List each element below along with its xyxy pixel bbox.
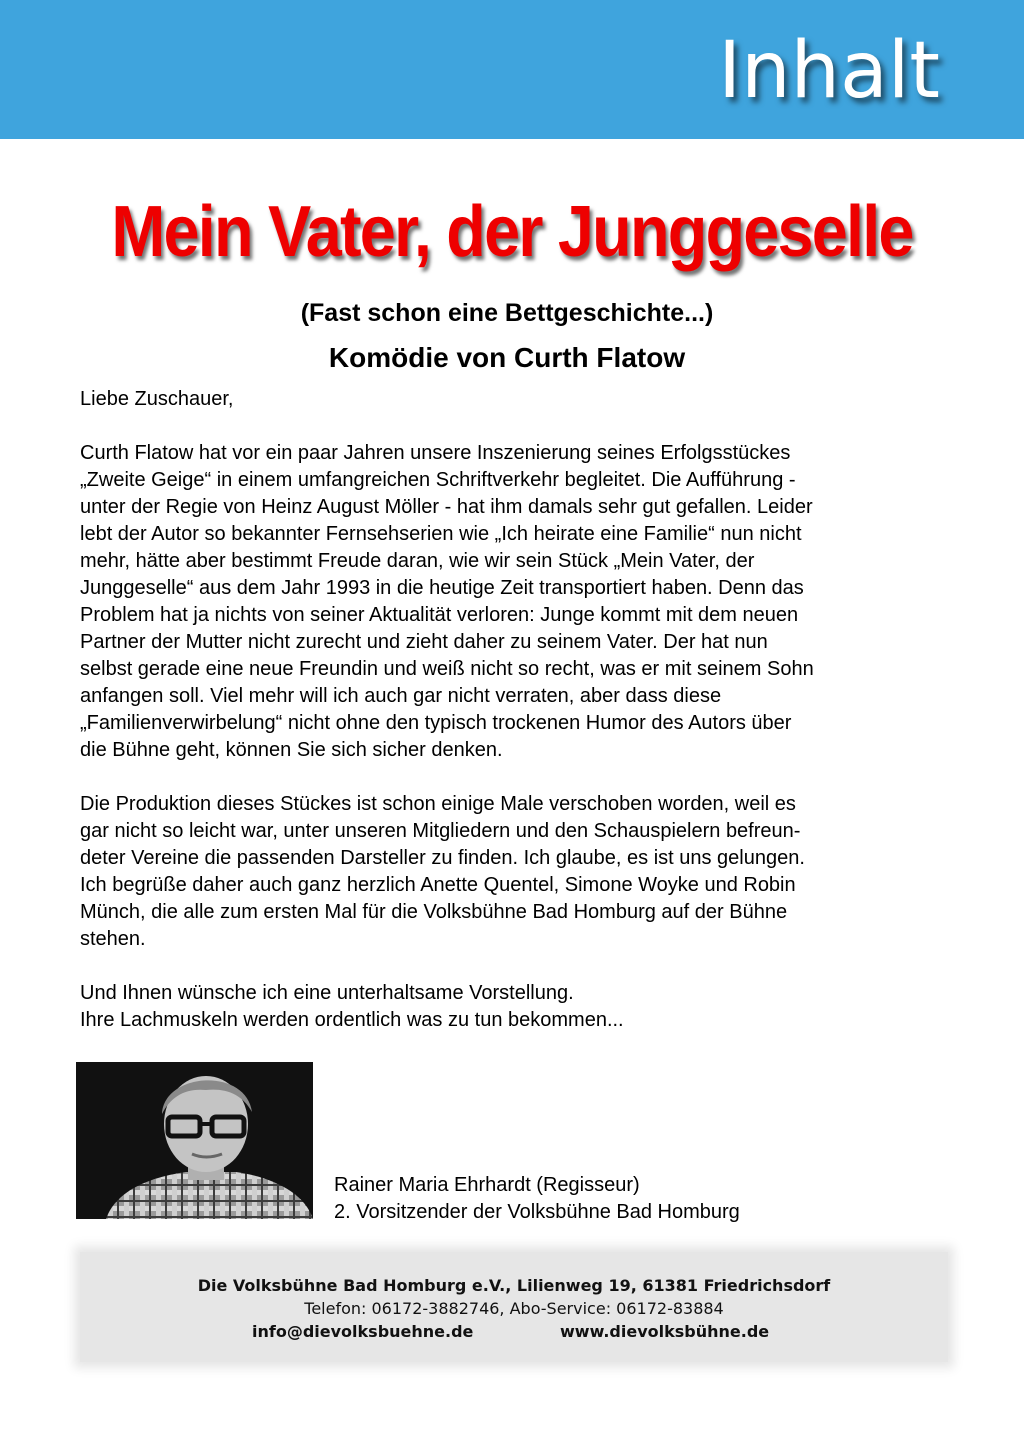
signature-role: 2. Vorsitzender der Volksbühne Bad Homburg: [334, 1201, 740, 1223]
paragraph-line: „Familienverwirbelung“ nicht ohne den typisch trockenen Humor des Autors über: [80, 712, 792, 734]
footer-phone: Telefon: 06172-3882746, Abo-Service: 06172-83884: [304, 1299, 724, 1318]
paragraph-line: die Bühne geht, können Sie sich sicher denken.: [80, 739, 503, 761]
author-line: Komödie von Curth Flatow: [328, 342, 686, 373]
footer-website-link[interactable]: www.dievolksbühne.de: [560, 1322, 770, 1341]
closing-line: Ihre Lachmuskeln werden ordentlich was zu tun bekommen...: [80, 1009, 624, 1031]
portrait-illustration: [76, 1062, 313, 1219]
paragraph-line: Partner der Mutter nicht zurecht und zieht daher zu seinem Vater. Der hat nun: [80, 631, 768, 653]
paragraph-line: Junggeselle“ aus dem Jahr 1993 in die heutige Zeit transportiert haben. Denn das: [80, 577, 804, 599]
footer-email-link[interactable]: info@dievolksbuehne.de: [252, 1322, 474, 1341]
salutation: Liebe Zuschauer,: [80, 388, 234, 410]
paragraph-line: anfangen soll. Viel mehr will ich auch gar nicht verraten, aber dass diese: [80, 685, 722, 707]
footer-address: Die Volksbühne Bad Homburg e.V., Lilienweg 19, 61381 Friedrichsdorf: [197, 1276, 831, 1295]
paragraph-line: selbst gerade eine neue Freundin und weiß nicht so recht, was er mit seinem Sohn: [80, 658, 814, 680]
paragraph-line: mehr, hätte aber bestimmt Freude daran, wie wir sein Stück „Mein Vater, der: [80, 550, 755, 572]
play-title: Mein Vater, der Junggeselle: [111, 192, 913, 272]
paragraph-line: lebt der Autor so bekannter Fernsehserien wie „Ich heirate eine Familie“ nun nicht: [80, 523, 802, 545]
header-band: [0, 0, 1024, 139]
closing-line: Und Ihnen wünsche ich eine unterhaltsame Vorstellung.: [80, 982, 574, 1004]
signature-name: Rainer Maria Ehrhardt (Regisseur): [334, 1174, 640, 1196]
paragraph-line: Die Produktion dieses Stückes ist schon einige Male verschoben worden, weil es: [80, 793, 796, 815]
paragraph-line: Münch, die alle zum ersten Mal für die Volksbühne Bad Homburg auf der Bühne: [80, 901, 788, 923]
header-title: Inhalt: [718, 26, 940, 116]
director-portrait: [76, 1062, 313, 1219]
paragraph-line: unter der Regie von Heinz August Möller - hat ihm damals sehr gut gefallen. Leider: [80, 496, 813, 518]
paragraph-line: stehen.: [80, 928, 146, 950]
paragraph-line: Curth Flatow hat vor ein paar Jahren unsere Inszenierung seines Erfolgsstückes: [80, 442, 791, 464]
paragraph-line: gar nicht so leicht war, unter unseren Mitgliedern und den Schauspielern befreun-: [80, 820, 801, 842]
letter-body: [80, 386, 940, 1034]
paragraph-line: deter Vereine die passenden Darsteller zu finden. Ich glaube, es ist uns gelungen.: [80, 847, 805, 869]
paragraph-line: „Zweite Geige“ in einem umfangreichen Schriftverkehr begleitet. Die Aufführung -: [80, 469, 796, 491]
play-subtitle: (Fast schon eine Bettgeschichte...): [300, 299, 714, 327]
footer-contact-box: [80, 1252, 948, 1362]
paragraph-line: Ich begrüße daher auch ganz herzlich Anette Quentel, Simone Woyke und Robin: [80, 874, 796, 896]
paragraph-line: Problem hat ja nichts von seiner Aktualität verloren: Junge kommt mit dem neuen: [80, 604, 799, 626]
signature-block: [334, 1172, 740, 1226]
